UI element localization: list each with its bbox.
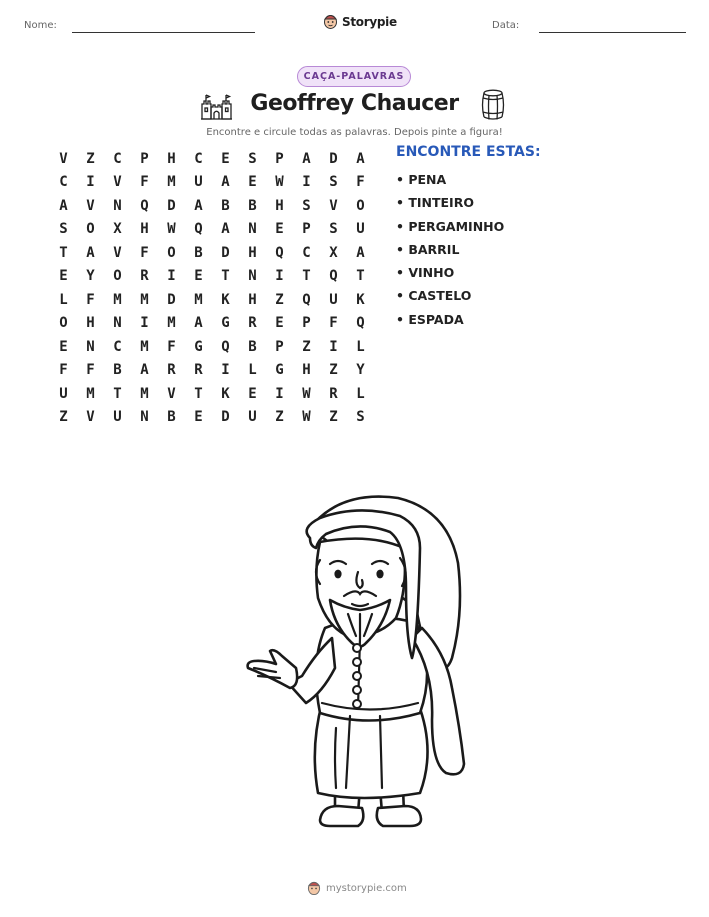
- grid-letter[interactable]: V: [86, 197, 95, 214]
- grid-letter[interactable]: Z: [275, 409, 284, 426]
- grid-letter[interactable]: T: [59, 244, 68, 261]
- instructions: Encontre e circule todas as palavras. Depois pinte a figura!: [206, 127, 503, 138]
- grid-letter[interactable]: B: [221, 197, 230, 214]
- grid-letter[interactable]: N: [113, 197, 122, 214]
- grid-letter[interactable]: L: [356, 385, 365, 402]
- grid-letter[interactable]: N: [86, 338, 95, 355]
- grid-letter[interactable]: K: [221, 291, 230, 308]
- word-item: • TINTEIRO: [396, 195, 474, 211]
- grid-letter[interactable]: A: [194, 315, 203, 332]
- grid-letter[interactable]: E: [248, 174, 257, 191]
- grid-letter[interactable]: D: [167, 291, 176, 308]
- word-item: • PERGAMINHO: [396, 218, 505, 234]
- grid-row: [50, 335, 374, 359]
- grid-letter[interactable]: F: [356, 174, 365, 191]
- grid-letter[interactable]: V: [59, 150, 68, 167]
- grid-letter[interactable]: A: [356, 150, 365, 167]
- grid-letter[interactable]: E: [194, 268, 203, 285]
- grid-letter[interactable]: W: [167, 221, 176, 238]
- grid-letter[interactable]: V: [167, 385, 176, 402]
- grid-letter[interactable]: W: [302, 409, 311, 426]
- grid-letter[interactable]: D: [221, 244, 230, 261]
- castle-icon: [200, 92, 233, 120]
- grid-letter[interactable]: C: [302, 244, 311, 261]
- grid-row: [50, 147, 374, 171]
- grid-letter[interactable]: V: [86, 409, 95, 426]
- grid-letter[interactable]: U: [194, 174, 203, 191]
- grid-letter[interactable]: E: [248, 385, 257, 402]
- grid-letter[interactable]: E: [59, 268, 68, 285]
- grid-letter[interactable]: A: [194, 197, 203, 214]
- grid-letter[interactable]: Z: [86, 150, 95, 167]
- grid-letter[interactable]: C: [113, 338, 122, 355]
- grid-letter[interactable]: Q: [140, 197, 149, 214]
- brand: [323, 13, 397, 30]
- grid-letter[interactable]: A: [221, 174, 230, 191]
- grid-letter[interactable]: I: [302, 174, 311, 191]
- date-label: Data:: [492, 20, 520, 31]
- grid-row: [50, 312, 374, 336]
- grid-letter[interactable]: W: [275, 174, 284, 191]
- name-line[interactable]: [72, 32, 255, 33]
- grid-letter[interactable]: V: [113, 244, 122, 261]
- grid-letter[interactable]: S: [356, 409, 365, 426]
- grid-letter[interactable]: Z: [329, 362, 338, 379]
- footer-url: mystorypie.com: [326, 882, 407, 894]
- grid-letter[interactable]: A: [356, 244, 365, 261]
- grid-letter[interactable]: Z: [59, 409, 68, 426]
- grid-letter[interactable]: M: [86, 385, 95, 402]
- word-list: [396, 171, 504, 334]
- grid-letter[interactable]: R: [194, 362, 203, 379]
- grid-letter[interactable]: H: [86, 315, 95, 332]
- grid-letter[interactable]: U: [113, 409, 122, 426]
- grid-letter[interactable]: I: [221, 362, 230, 379]
- grid-letter[interactable]: P: [275, 338, 284, 355]
- grid-letter[interactable]: Q: [356, 315, 365, 332]
- grid-row: [50, 288, 374, 312]
- grid-letter[interactable]: I: [275, 385, 284, 402]
- grid-letter[interactable]: K: [221, 385, 230, 402]
- grid-letter[interactable]: L: [248, 362, 257, 379]
- grid-letter[interactable]: O: [86, 221, 95, 238]
- grid-letter[interactable]: M: [113, 291, 122, 308]
- grid-letter[interactable]: H: [248, 244, 257, 261]
- grid-letter[interactable]: N: [248, 268, 257, 285]
- grid-letter[interactable]: H: [275, 197, 284, 214]
- grid-letter[interactable]: T: [113, 385, 122, 402]
- name-label: Nome:: [24, 20, 57, 31]
- grid-letter[interactable]: C: [59, 174, 68, 191]
- grid-row: [50, 265, 374, 289]
- grid-letter[interactable]: P: [275, 150, 284, 167]
- grid-letter[interactable]: B: [113, 362, 122, 379]
- grid-letter[interactable]: E: [194, 409, 203, 426]
- grid-letter[interactable]: W: [302, 385, 311, 402]
- grid-letter[interactable]: N: [113, 315, 122, 332]
- grid-letter[interactable]: U: [59, 385, 68, 402]
- grid-letter[interactable]: S: [248, 150, 257, 167]
- grid-letter[interactable]: F: [59, 362, 68, 379]
- grid-letter[interactable]: O: [356, 197, 365, 214]
- grid-letter[interactable]: Y: [86, 268, 95, 285]
- grid-letter[interactable]: E: [275, 221, 284, 238]
- grid-letter[interactable]: N: [248, 221, 257, 238]
- grid-letter[interactable]: I: [140, 315, 149, 332]
- grid-letter[interactable]: A: [59, 197, 68, 214]
- grid-row: [50, 194, 374, 218]
- grid-letter[interactable]: S: [329, 174, 338, 191]
- grid-letter[interactable]: L: [356, 338, 365, 355]
- grid-letter[interactable]: T: [356, 268, 365, 285]
- grid-letter[interactable]: F: [140, 174, 149, 191]
- grid-letter[interactable]: H: [302, 362, 311, 379]
- grid-letter[interactable]: F: [86, 291, 95, 308]
- grid-letter[interactable]: F: [86, 362, 95, 379]
- grid-letter[interactable]: Z: [329, 409, 338, 426]
- grid-letter[interactable]: H: [140, 221, 149, 238]
- grid-letter[interactable]: B: [194, 244, 203, 261]
- grid-letter[interactable]: T: [302, 268, 311, 285]
- grid-letter[interactable]: R: [167, 362, 176, 379]
- grid-row: [50, 171, 374, 195]
- word-item: • CASTELO: [396, 288, 472, 304]
- grid-letter[interactable]: B: [248, 338, 257, 355]
- grid-letter[interactable]: S: [302, 197, 311, 214]
- grid-letter[interactable]: Z: [302, 338, 311, 355]
- grid-letter[interactable]: M: [140, 338, 149, 355]
- date-line[interactable]: [539, 32, 686, 33]
- grid-letter[interactable]: Q: [275, 244, 284, 261]
- grid-letter[interactable]: U: [329, 291, 338, 308]
- word-item: • ESPADA: [396, 311, 464, 327]
- grid-letter[interactable]: R: [248, 315, 257, 332]
- grid-letter[interactable]: A: [140, 362, 149, 379]
- puzzle-type-badge: CAÇA-PALAVRAS: [297, 66, 411, 87]
- grid-letter[interactable]: T: [194, 385, 203, 402]
- grid-letter[interactable]: T: [221, 268, 230, 285]
- grid-letter[interactable]: D: [329, 150, 338, 167]
- grid-letter[interactable]: H: [248, 291, 257, 308]
- grid-letter[interactable]: G: [275, 362, 284, 379]
- word-item: • VINHO: [396, 265, 455, 281]
- grid-row: [50, 359, 374, 383]
- grid-letter[interactable]: U: [356, 221, 365, 238]
- grid-letter[interactable]: I: [86, 174, 95, 191]
- word-item: • PENA: [396, 172, 447, 187]
- grid-letter[interactable]: D: [221, 409, 230, 426]
- chaucer-coloring-figure[interactable]: [240, 488, 470, 848]
- page-title: Geoffrey Chaucer: [250, 91, 459, 116]
- grid-letter[interactable]: M: [140, 291, 149, 308]
- word-item: • BARRIL: [396, 241, 460, 257]
- grid-letter[interactable]: M: [140, 385, 149, 402]
- grid-letter[interactable]: M: [194, 291, 203, 308]
- grid-letter[interactable]: Q: [194, 221, 203, 238]
- grid-letter[interactable]: V: [113, 174, 122, 191]
- grid-letter[interactable]: R: [140, 268, 149, 285]
- grid-letter[interactable]: Y: [356, 362, 365, 379]
- grid-row: [50, 218, 374, 242]
- grid-letter[interactable]: S: [59, 221, 68, 238]
- grid-letter[interactable]: C: [113, 150, 122, 167]
- grid-letter[interactable]: A: [221, 221, 230, 238]
- grid-letter[interactable]: G: [221, 315, 230, 332]
- barrel-icon: [480, 89, 506, 121]
- grid-letter[interactable]: M: [167, 315, 176, 332]
- grid-letter[interactable]: Q: [221, 338, 230, 355]
- grid-letter[interactable]: P: [140, 150, 149, 167]
- grid-letter[interactable]: P: [302, 315, 311, 332]
- grid-row: [50, 406, 374, 430]
- storypie-logo-icon: [307, 880, 321, 896]
- grid-letter[interactable]: O: [59, 315, 68, 332]
- grid-letter[interactable]: L: [59, 291, 68, 308]
- grid-row: [50, 241, 374, 265]
- grid-letter[interactable]: K: [356, 291, 365, 308]
- grid-letter[interactable]: M: [167, 174, 176, 191]
- grid-letter[interactable]: O: [113, 268, 122, 285]
- grid-letter[interactable]: Q: [329, 268, 338, 285]
- grid-letter[interactable]: O: [167, 244, 176, 261]
- grid-letter[interactable]: P: [302, 221, 311, 238]
- grid-letter[interactable]: C: [194, 150, 203, 167]
- grid-letter[interactable]: R: [329, 385, 338, 402]
- grid-letter[interactable]: I: [329, 338, 338, 355]
- grid-letter[interactable]: F: [329, 315, 338, 332]
- grid-letter[interactable]: I: [275, 268, 284, 285]
- grid-letter[interactable]: B: [248, 197, 257, 214]
- grid-letter[interactable]: D: [167, 197, 176, 214]
- grid-letter[interactable]: A: [302, 150, 311, 167]
- grid-letter[interactable]: V: [329, 197, 338, 214]
- grid-letter[interactable]: Z: [275, 291, 284, 308]
- grid-letter[interactable]: F: [140, 244, 149, 261]
- grid-letter[interactable]: F: [167, 338, 176, 355]
- word-list-heading: ENCONTRE ESTAS:: [396, 144, 541, 160]
- grid-letter[interactable]: E: [221, 150, 230, 167]
- grid-letter[interactable]: N: [140, 409, 149, 426]
- grid-letter[interactable]: U: [248, 409, 257, 426]
- grid-letter[interactable]: S: [329, 221, 338, 238]
- brand-name: Storypie: [342, 14, 397, 29]
- grid-row: [50, 382, 374, 406]
- storypie-logo-icon: [323, 13, 338, 30]
- grid-letter[interactable]: X: [329, 244, 338, 261]
- grid-letter[interactable]: H: [167, 150, 176, 167]
- grid-letter[interactable]: G: [194, 338, 203, 355]
- letter-grid[interactable]: [50, 147, 374, 429]
- grid-letter[interactable]: B: [167, 409, 176, 426]
- grid-letter[interactable]: E: [275, 315, 284, 332]
- grid-letter[interactable]: Q: [302, 291, 311, 308]
- grid-letter[interactable]: A: [86, 244, 95, 261]
- footer: [307, 880, 407, 896]
- grid-letter[interactable]: I: [167, 268, 176, 285]
- grid-letter[interactable]: X: [113, 221, 122, 238]
- grid-letter[interactable]: E: [59, 338, 68, 355]
